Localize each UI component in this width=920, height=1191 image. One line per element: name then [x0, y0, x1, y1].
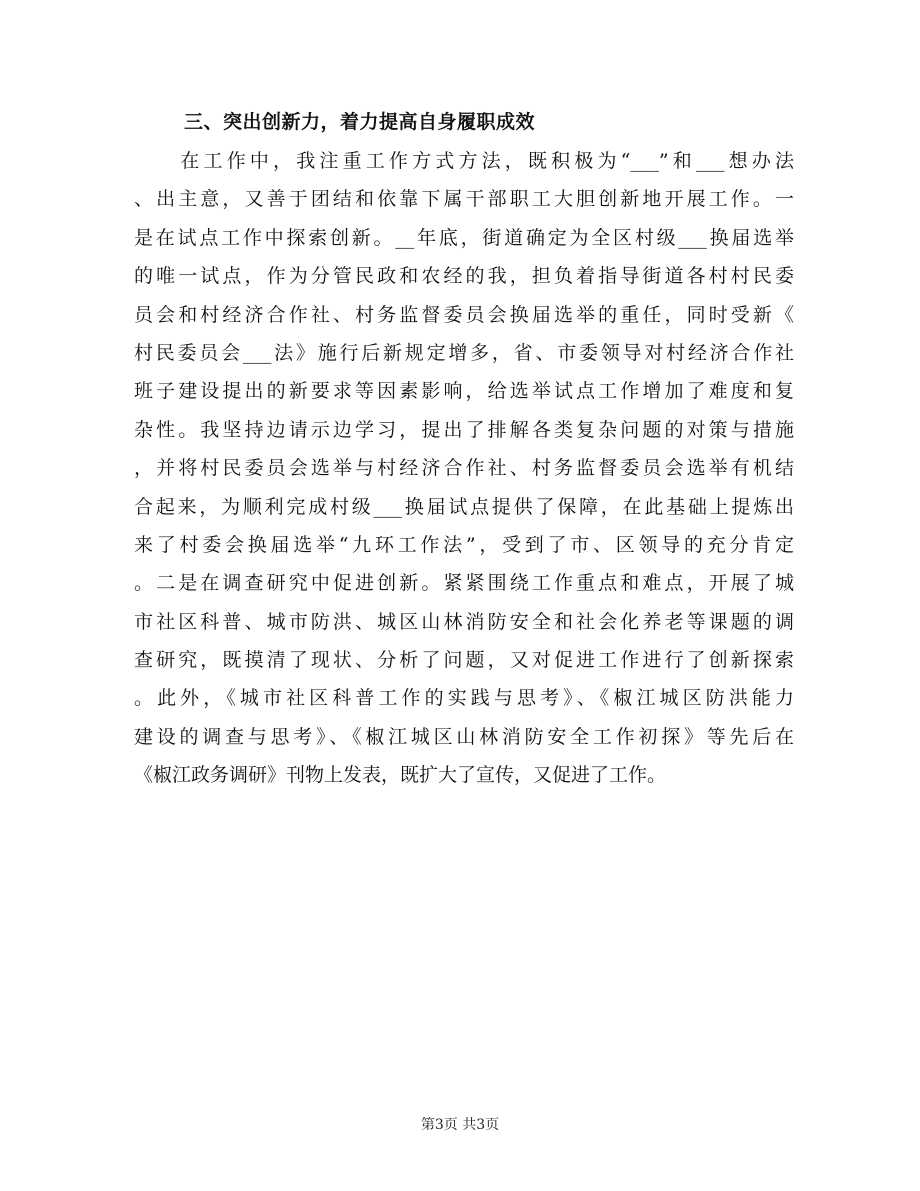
paragraph-line: 杂性。我坚持边请示边学习，提出了排解各类复杂问题的对策与措施 [134, 418, 794, 441]
paragraph-line: 建设的调查与思考》、《椒江城区山林消防安全工作初探》等先后在 [134, 725, 794, 748]
paragraph-line: ，并将村民委员会选举与村经济合作社、村务监督委员会选举有机结 [134, 457, 794, 480]
paragraph-line: 。此外，《城市社区科普工作的实践与思考》、《椒江城区防洪能力 [134, 687, 794, 710]
paragraph-line: 、出主意，又善于团结和依靠下属干部职工大胆创新地开展工作。一 [134, 188, 794, 211]
paragraph-line: 班子建设提出的新要求等因素影响，给选举试点工作增加了难度和复 [134, 380, 794, 403]
paragraph-line: 的唯一试点，作为分管民政和农经的我，担负着指导街道各村村民委 [134, 265, 794, 288]
paragraph-line: 查研究，既摸清了现状、分析了问题，又对促进工作进行了创新探索 [134, 649, 794, 672]
section-heading: 三、突出创新力，着力提高自身履职成效 [184, 111, 536, 133]
body-paragraph [134, 142, 794, 795]
paragraph-line: 。二是在调查研究中促进创新。紧紧围绕工作重点和难点，开展了城 [134, 572, 794, 595]
paragraph-line: 员会和村经济合作社、村务监督委员会换届选举的重任，同时受新《 [134, 303, 794, 326]
paragraph-line: 是在试点工作中探索创新。__年底，街道确定为全区村级___换届选举 [134, 226, 794, 249]
paragraph-line: 《椒江政务调研》刊物上发表，既扩大了宣传，又促进了工作。 [134, 764, 667, 787]
paragraph-line: 村民委员会___法》施行后新规定增多，省、市委领导对村经济合作社 [134, 341, 794, 364]
page-number-footer: 第3页 共3页 [420, 1117, 500, 1133]
paragraph-line: 市社区科普、城市防洪、城区山林消防安全和社会化养老等课题的调 [134, 610, 794, 633]
paragraph-line: 合起来，为顺利完成村级___换届试点提供了保障，在此基础上提炼出 [134, 495, 794, 518]
paragraph-line: 在工作中，我注重工作方式方法，既积极为“___”和___想办法 [134, 150, 794, 172]
paragraph-line: 来了村委会换届选举“九环工作法”，受到了市、区领导的充分肯定 [134, 533, 794, 556]
